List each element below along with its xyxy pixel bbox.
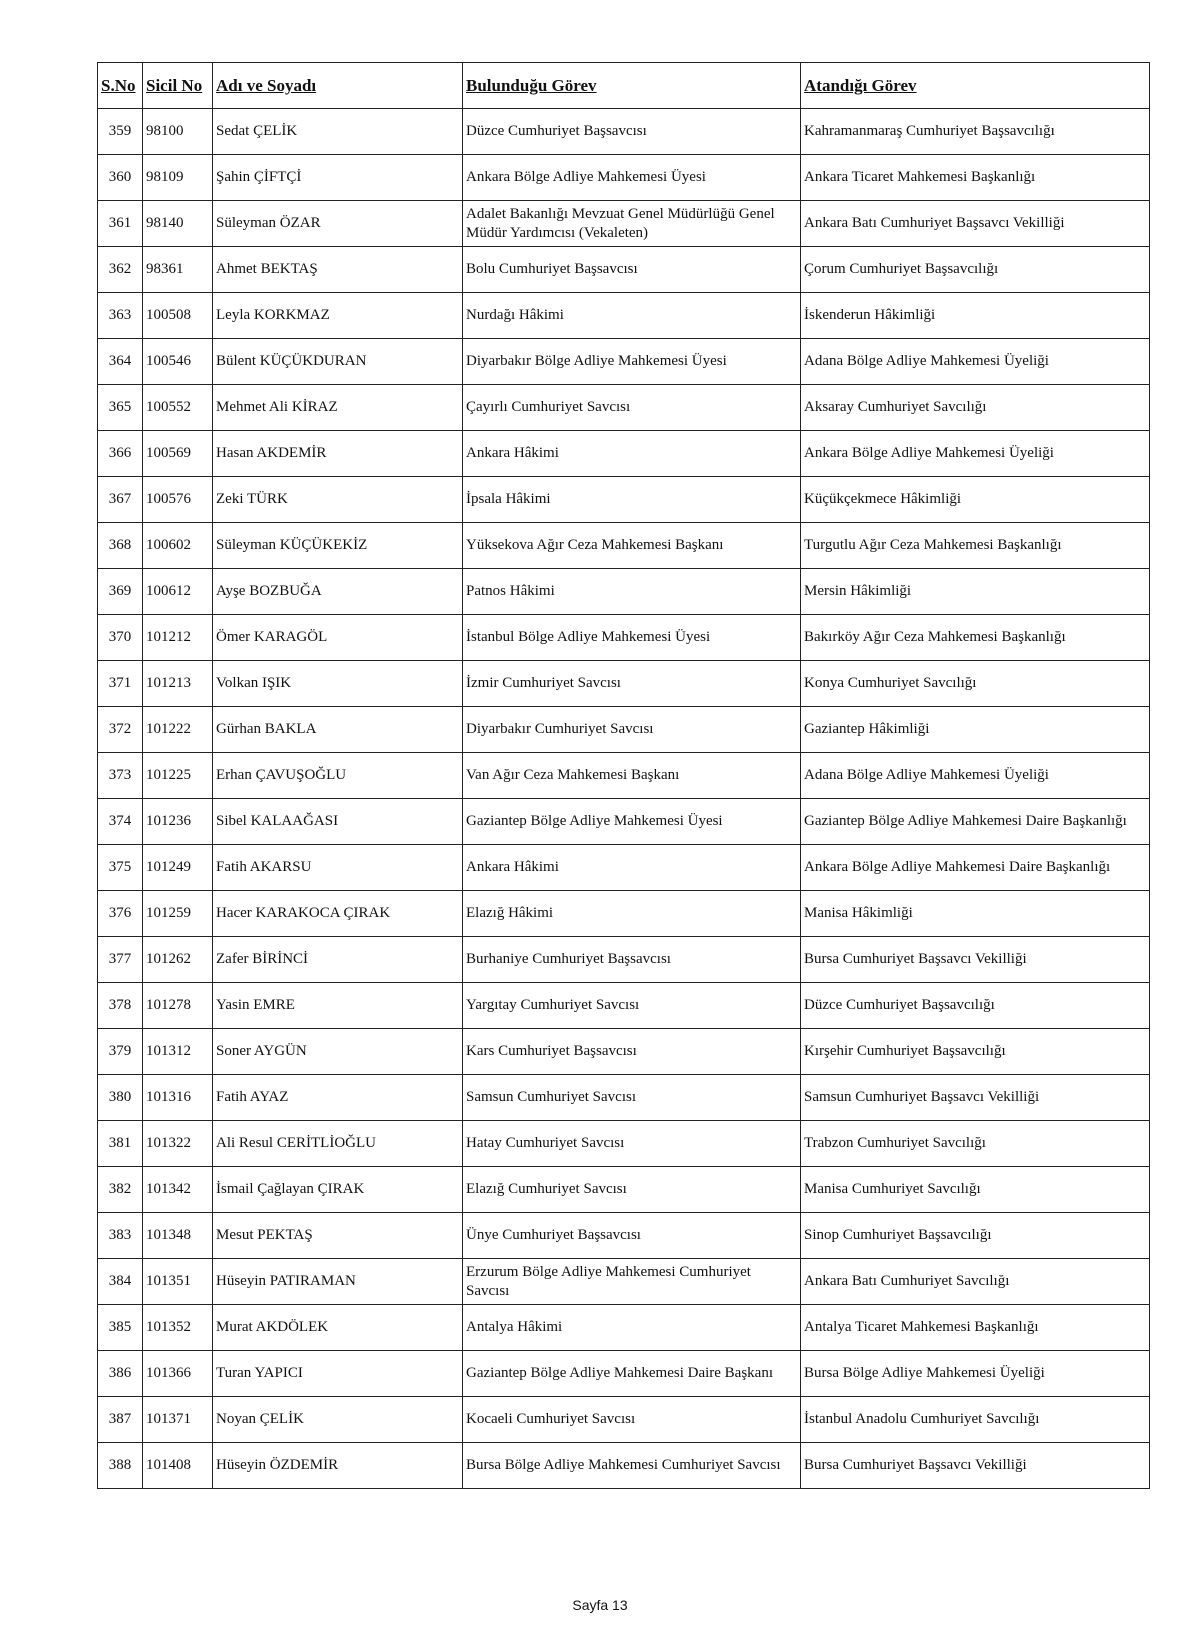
cell-sno: 363 xyxy=(98,293,143,339)
table-row xyxy=(98,155,1150,201)
cell-name: Turan YAPICI xyxy=(213,1351,463,1397)
cell-name: Erhan ÇAVUŞOĞLU xyxy=(213,753,463,799)
cell-current-post: Erzurum Bölge Adliye Mahkemesi Cumhuriyet Savcısı xyxy=(463,1259,801,1305)
table-row xyxy=(98,1029,1150,1075)
table-header xyxy=(98,63,1150,109)
cell-current-post: Ankara Bölge Adliye Mahkemesi Üyesi xyxy=(463,155,801,201)
cell-sno: 374 xyxy=(98,799,143,845)
cell-sicil-no: 100569 xyxy=(143,431,213,477)
cell-sicil-no: 101236 xyxy=(143,799,213,845)
cell-current-post: Kocaeli Cumhuriyet Savcısı xyxy=(463,1397,801,1443)
cell-sicil-no: 100576 xyxy=(143,477,213,523)
cell-current-post: Ünye Cumhuriyet Başsavcısı xyxy=(463,1213,801,1259)
header-sicil-no: Sicil No xyxy=(143,63,213,109)
cell-sno: 385 xyxy=(98,1305,143,1351)
cell-current-post: Ankara Hâkimi xyxy=(463,845,801,891)
cell-name: Leyla KORKMAZ xyxy=(213,293,463,339)
cell-assigned-post: Turgutlu Ağır Ceza Mahkemesi Başkanlığı xyxy=(801,523,1150,569)
cell-sicil-no: 98361 xyxy=(143,247,213,293)
cell-current-post: Çayırlı Cumhuriyet Savcısı xyxy=(463,385,801,431)
cell-assigned-post: Aksaray Cumhuriyet Savcılığı xyxy=(801,385,1150,431)
cell-current-post: Yargıtay Cumhuriyet Savcısı xyxy=(463,983,801,1029)
cell-name: Bülent KÜÇÜKDURAN xyxy=(213,339,463,385)
page-number: Sayfa 13 xyxy=(572,1597,628,1613)
cell-sicil-no: 101342 xyxy=(143,1167,213,1213)
cell-current-post: Patnos Hâkimi xyxy=(463,569,801,615)
cell-assigned-post: Bakırköy Ağır Ceza Mahkemesi Başkanlığı xyxy=(801,615,1150,661)
cell-sicil-no: 101212 xyxy=(143,615,213,661)
cell-sicil-no: 101352 xyxy=(143,1305,213,1351)
cell-current-post: Elazığ Cumhuriyet Savcısı xyxy=(463,1167,801,1213)
table-row xyxy=(98,845,1150,891)
cell-name: Ömer KARAGÖL xyxy=(213,615,463,661)
cell-current-post: Elazığ Hâkimi xyxy=(463,891,801,937)
table-row xyxy=(98,247,1150,293)
cell-sicil-no: 101351 xyxy=(143,1259,213,1305)
cell-sno: 372 xyxy=(98,707,143,753)
cell-name: Murat AKDÖLEK xyxy=(213,1305,463,1351)
cell-sno: 371 xyxy=(98,661,143,707)
cell-current-post: Bolu Cumhuriyet Başsavcısı xyxy=(463,247,801,293)
cell-sicil-no: 101348 xyxy=(143,1213,213,1259)
table-row xyxy=(98,1121,1150,1167)
cell-sicil-no: 98140 xyxy=(143,201,213,247)
cell-current-post: Gaziantep Bölge Adliye Mahkemesi Daire Başkanı xyxy=(463,1351,801,1397)
cell-current-post: Bursa Bölge Adliye Mahkemesi Cumhuriyet Savcısı xyxy=(463,1443,801,1489)
cell-sicil-no: 101259 xyxy=(143,891,213,937)
cell-assigned-post: Bursa Cumhuriyet Başsavcı Vekilliği xyxy=(801,1443,1150,1489)
cell-current-post: Yüksekova Ağır Ceza Mahkemesi Başkanı xyxy=(463,523,801,569)
table-row xyxy=(98,891,1150,937)
table-row xyxy=(98,615,1150,661)
table-row xyxy=(98,983,1150,1029)
cell-name: Süleyman ÖZAR xyxy=(213,201,463,247)
cell-assigned-post: Mersin Hâkimliği xyxy=(801,569,1150,615)
cell-sicil-no: 101316 xyxy=(143,1075,213,1121)
cell-assigned-post: Manisa Cumhuriyet Savcılığı xyxy=(801,1167,1150,1213)
cell-assigned-post: Kırşehir Cumhuriyet Başsavcılığı xyxy=(801,1029,1150,1075)
cell-sno: 377 xyxy=(98,937,143,983)
cell-current-post: Samsun Cumhuriyet Savcısı xyxy=(463,1075,801,1121)
table-row xyxy=(98,1443,1150,1489)
cell-sno: 368 xyxy=(98,523,143,569)
cell-current-post: Adalet Bakanlığı Mevzuat Genel Müdürlüğü Genel Müdür Yardımcısı (Vekaleten) xyxy=(463,201,801,247)
cell-name: Gürhan BAKLA xyxy=(213,707,463,753)
cell-sno: 362 xyxy=(98,247,143,293)
cell-sicil-no: 101371 xyxy=(143,1397,213,1443)
cell-sicil-no: 101322 xyxy=(143,1121,213,1167)
cell-sicil-no: 101222 xyxy=(143,707,213,753)
table-body xyxy=(98,109,1150,1489)
cell-assigned-post: Ankara Batı Cumhuriyet Savcılığı xyxy=(801,1259,1150,1305)
table-row xyxy=(98,293,1150,339)
table-row xyxy=(98,523,1150,569)
cell-sno: 383 xyxy=(98,1213,143,1259)
cell-current-post: İzmir Cumhuriyet Savcısı xyxy=(463,661,801,707)
cell-sicil-no: 101249 xyxy=(143,845,213,891)
cell-current-post: Gaziantep Bölge Adliye Mahkemesi Üyesi xyxy=(463,799,801,845)
cell-name: Fatih AKARSU xyxy=(213,845,463,891)
cell-sno: 361 xyxy=(98,201,143,247)
header-name: Adı ve Soyadı xyxy=(213,63,463,109)
cell-assigned-post: Manisa Hâkimliği xyxy=(801,891,1150,937)
header-assigned-post: Atandığı Görev xyxy=(801,63,1150,109)
cell-assigned-post: İstanbul Anadolu Cumhuriyet Savcılığı xyxy=(801,1397,1150,1443)
cell-current-post: Ankara Hâkimi xyxy=(463,431,801,477)
cell-name: Zafer BİRİNCİ xyxy=(213,937,463,983)
cell-name: Sedat ÇELİK xyxy=(213,109,463,155)
cell-assigned-post: Adana Bölge Adliye Mahkemesi Üyeliği xyxy=(801,753,1150,799)
cell-sicil-no: 101408 xyxy=(143,1443,213,1489)
table-row xyxy=(98,753,1150,799)
cell-sno: 360 xyxy=(98,155,143,201)
cell-name: Fatih AYAZ xyxy=(213,1075,463,1121)
cell-name: Hüseyin PATIRAMAN xyxy=(213,1259,463,1305)
cell-sicil-no: 100552 xyxy=(143,385,213,431)
cell-sno: 367 xyxy=(98,477,143,523)
cell-sicil-no: 101312 xyxy=(143,1029,213,1075)
cell-name: Sibel KALAAĞASI xyxy=(213,799,463,845)
cell-sicil-no: 100508 xyxy=(143,293,213,339)
cell-sno: 380 xyxy=(98,1075,143,1121)
table-row xyxy=(98,109,1150,155)
cell-assigned-post: İskenderun Hâkimliği xyxy=(801,293,1150,339)
cell-sicil-no: 100602 xyxy=(143,523,213,569)
cell-sno: 379 xyxy=(98,1029,143,1075)
cell-name: Volkan IŞIK xyxy=(213,661,463,707)
cell-sicil-no: 100546 xyxy=(143,339,213,385)
cell-name: Ali Resul CERİTLİOĞLU xyxy=(213,1121,463,1167)
cell-sno: 365 xyxy=(98,385,143,431)
header-sno: S.No xyxy=(98,63,143,109)
cell-sicil-no: 98109 xyxy=(143,155,213,201)
cell-current-post: İpsala Hâkimi xyxy=(463,477,801,523)
cell-current-post: Hatay Cumhuriyet Savcısı xyxy=(463,1121,801,1167)
cell-assigned-post: Bursa Cumhuriyet Başsavcı Vekilliği xyxy=(801,937,1150,983)
cell-assigned-post: Konya Cumhuriyet Savcılığı xyxy=(801,661,1150,707)
table-row xyxy=(98,385,1150,431)
table-row xyxy=(98,477,1150,523)
cell-name: Mesut PEKTAŞ xyxy=(213,1213,463,1259)
cell-assigned-post: Düzce Cumhuriyet Başsavcılığı xyxy=(801,983,1150,1029)
cell-sno: 370 xyxy=(98,615,143,661)
table-row xyxy=(98,1351,1150,1397)
table-row xyxy=(98,799,1150,845)
cell-sno: 386 xyxy=(98,1351,143,1397)
cell-sicil-no: 101262 xyxy=(143,937,213,983)
table-row xyxy=(98,569,1150,615)
cell-sno: 359 xyxy=(98,109,143,155)
table-row xyxy=(98,1075,1150,1121)
cell-assigned-post: Çorum Cumhuriyet Başsavcılığı xyxy=(801,247,1150,293)
cell-assigned-post: Ankara Bölge Adliye Mahkemesi Daire Başkanlığı xyxy=(801,845,1150,891)
cell-sicil-no: 101213 xyxy=(143,661,213,707)
cell-current-post: Düzce Cumhuriyet Başsavcısı xyxy=(463,109,801,155)
table-row xyxy=(98,201,1150,247)
cell-sno: 384 xyxy=(98,1259,143,1305)
header-current-post: Bulunduğu Görev xyxy=(463,63,801,109)
cell-name: Yasin EMRE xyxy=(213,983,463,1029)
cell-name: Mehmet Ali KİRAZ xyxy=(213,385,463,431)
cell-sicil-no: 101366 xyxy=(143,1351,213,1397)
cell-assigned-post: Küçükçekmece Hâkimliği xyxy=(801,477,1150,523)
appointment-table xyxy=(97,62,1150,1489)
table-row xyxy=(98,1213,1150,1259)
cell-sno: 378 xyxy=(98,983,143,1029)
cell-name: Hüseyin ÖZDEMİR xyxy=(213,1443,463,1489)
header-row xyxy=(98,63,1150,109)
cell-sno: 364 xyxy=(98,339,143,385)
cell-assigned-post: Gaziantep Hâkimliği xyxy=(801,707,1150,753)
cell-sno: 388 xyxy=(98,1443,143,1489)
cell-current-post: İstanbul Bölge Adliye Mahkemesi Üyesi xyxy=(463,615,801,661)
cell-sno: 373 xyxy=(98,753,143,799)
cell-assigned-post: Gaziantep Bölge Adliye Mahkemesi Daire Başkanlığı xyxy=(801,799,1150,845)
cell-name: Süleyman KÜÇÜKEKİZ xyxy=(213,523,463,569)
cell-current-post: Van Ağır Ceza Mahkemesi Başkanı xyxy=(463,753,801,799)
table-row xyxy=(98,1259,1150,1305)
cell-assigned-post: Ankara Batı Cumhuriyet Başsavcı Vekilliği xyxy=(801,201,1150,247)
cell-current-post: Kars Cumhuriyet Başsavcısı xyxy=(463,1029,801,1075)
cell-assigned-post: Kahramanmaraş Cumhuriyet Başsavcılığı xyxy=(801,109,1150,155)
cell-name: Zeki TÜRK xyxy=(213,477,463,523)
cell-sicil-no: 98100 xyxy=(143,109,213,155)
cell-name: Ayşe BOZBUĞA xyxy=(213,569,463,615)
cell-assigned-post: Ankara Ticaret Mahkemesi Başkanlığı xyxy=(801,155,1150,201)
cell-name: Hasan AKDEMİR xyxy=(213,431,463,477)
table-row xyxy=(98,661,1150,707)
cell-name: İsmail Çağlayan ÇIRAK xyxy=(213,1167,463,1213)
cell-name: Ahmet BEKTAŞ xyxy=(213,247,463,293)
cell-sicil-no: 101278 xyxy=(143,983,213,1029)
cell-assigned-post: Sinop Cumhuriyet Başsavcılığı xyxy=(801,1213,1150,1259)
cell-sno: 376 xyxy=(98,891,143,937)
cell-assigned-post: Samsun Cumhuriyet Başsavcı Vekilliği xyxy=(801,1075,1150,1121)
cell-current-post: Antalya Hâkimi xyxy=(463,1305,801,1351)
cell-sno: 366 xyxy=(98,431,143,477)
cell-name: Şahin ÇİFTÇİ xyxy=(213,155,463,201)
cell-name: Hacer KARAKOCA ÇIRAK xyxy=(213,891,463,937)
cell-assigned-post: Bursa Bölge Adliye Mahkemesi Üyeliği xyxy=(801,1351,1150,1397)
cell-sno: 382 xyxy=(98,1167,143,1213)
cell-sno: 381 xyxy=(98,1121,143,1167)
cell-assigned-post: Ankara Bölge Adliye Mahkemesi Üyeliği xyxy=(801,431,1150,477)
cell-assigned-post: Antalya Ticaret Mahkemesi Başkanlığı xyxy=(801,1305,1150,1351)
cell-current-post: Diyarbakır Cumhuriyet Savcısı xyxy=(463,707,801,753)
table-row xyxy=(98,1305,1150,1351)
table-row xyxy=(98,707,1150,753)
cell-name: Soner AYGÜN xyxy=(213,1029,463,1075)
cell-sno: 387 xyxy=(98,1397,143,1443)
cell-sno: 375 xyxy=(98,845,143,891)
table-row xyxy=(98,937,1150,983)
cell-current-post: Diyarbakır Bölge Adliye Mahkemesi Üyesi xyxy=(463,339,801,385)
cell-name: Noyan ÇELİK xyxy=(213,1397,463,1443)
cell-sno: 369 xyxy=(98,569,143,615)
table-row xyxy=(98,431,1150,477)
cell-assigned-post: Trabzon Cumhuriyet Savcılığı xyxy=(801,1121,1150,1167)
cell-current-post: Burhaniye Cumhuriyet Başsavcısı xyxy=(463,937,801,983)
cell-current-post: Nurdağı Hâkimi xyxy=(463,293,801,339)
cell-sicil-no: 101225 xyxy=(143,753,213,799)
cell-assigned-post: Adana Bölge Adliye Mahkemesi Üyeliği xyxy=(801,339,1150,385)
cell-sicil-no: 100612 xyxy=(143,569,213,615)
table-row xyxy=(98,1167,1150,1213)
table-row xyxy=(98,1397,1150,1443)
table-row xyxy=(98,339,1150,385)
